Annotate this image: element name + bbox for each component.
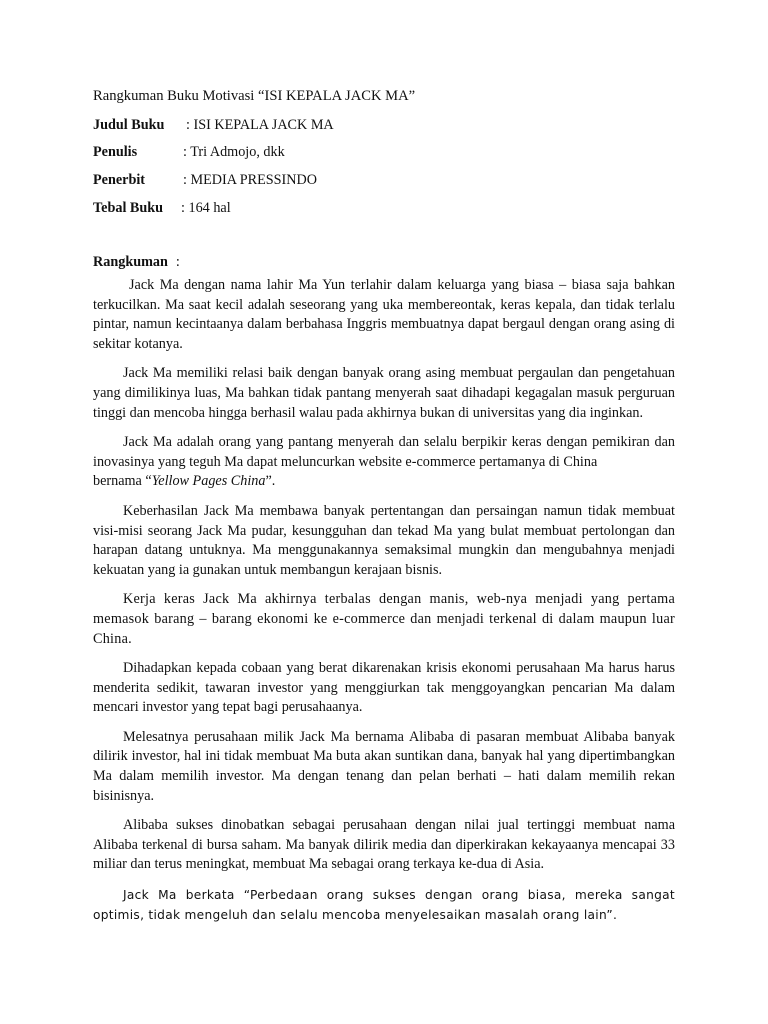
summary-paragraph bbox=[93, 433, 675, 492]
paragraph-ending bbox=[93, 473, 275, 489]
summary-paragraph: Melesatnya perusahaan milik Jack Ma bernama Alibaba di pasaran membuat Alibaba banyak dilirik investor, hal ini tidak membuat Ma buta akan suntikan dana, banyak hal yang dipertimbangkan Ma dalam memilih investor. Ma dengan tenang dan pelan berhati – hati dalam memilih rekan bisinisnya. bbox=[93, 728, 675, 804]
quote-prefix: bernama “ bbox=[93, 473, 152, 490]
summary-paragraph: Keberhasilan Jack Ma membawa banyak pertentangan dan persaingan namun tidak membuat visi-misi seorang Jack Ma pudar, kesungguhan dan tekad Ma yang bulat membuat pertolongan dan harapan datang untuknya. Ma menggunakannya semaksimal mungkin dan mengubahnya menjadi kekuatan yang ia gunakan untuk membangun kerajaan bisnis. bbox=[93, 502, 675, 578]
document-title: Rangkuman Buku Motivasi “ISI KEPALA JACK MA” bbox=[93, 88, 416, 104]
quote-suffix: ”. bbox=[265, 473, 276, 490]
summary-heading bbox=[93, 254, 180, 271]
meta-value: : MEDIA PRESSINDO bbox=[183, 172, 318, 188]
summary-paragraph: Dihadapkan kepada cobaan yang berat dikarenakan krisis ekonomi perusahaan Ma harus harus menderita sedikit, tawaran investor yang menggiurkan tak menggoyangkan pencarian Ma dalam mencari investor yang tepat bagi perusahaanya. bbox=[93, 660, 675, 716]
meta-value: : 164 hal bbox=[181, 200, 231, 216]
meta-value: : Tri Admojo, dkk bbox=[183, 144, 285, 160]
summary-heading-label: Rangkuman bbox=[93, 254, 168, 270]
summary-body bbox=[93, 276, 675, 935]
summary-heading-colon: : bbox=[175, 254, 180, 270]
meta-label: Tebal Buku bbox=[93, 200, 164, 216]
meta-label: Penerbit bbox=[93, 172, 146, 188]
website-name: Yellow Pages China bbox=[151, 473, 266, 490]
paragraph-text: Jack Ma adalah orang yang pantang menyerah dan selalu berpikir keras dengan pemikiran dan inovasinya yang teguh Ma dapat meluncurkan website e-commerce pertamanya di China bbox=[93, 434, 675, 470]
summary-paragraph: Jack Ma memiliki relasi baik dengan banyak orang asing membuat pergaulan dan pengetahuan yang dimilikinya luas, Ma bahkan tidak pantang menyerah saat dihadapi kegagalan masuk perguruan tinggi dan mencoba hingga berhasil walau pada akhirnya bukan di universitas yang dia inginkan. bbox=[93, 365, 675, 421]
summary-paragraph: Kerja keras Jack Ma akhirnya terbalas dengan manis, web-nya menjadi yang pertama memasok barang – barang ekonomi ke e-commerce dan menjadi terkenal di dalam maupun luar China. bbox=[93, 591, 675, 647]
summary-paragraph: Jack Ma dengan nama lahir Ma Yun terlahir dalam keluarga yang biasa – biasa saja bahkan terkucilkan. Ma saat kecil adalah seseorang yang uka membereontak, keras kepala, dan tidak terlalu pintar, namun kecintaanya dalam berbahasa Inggris membuatnya dapat bergaul dengan orang asing di sekitar kotanya. bbox=[93, 277, 675, 352]
summary-paragraph: Jack Ma berkata “Perbedaan orang sukses dengan orang biasa, mereka sangat optimis, tidak mengeluh dan selalu mencoba menyelesaikan masalah orang lain”. bbox=[93, 888, 675, 923]
meta-label: Penulis bbox=[93, 144, 138, 160]
meta-label: Judul Buku bbox=[93, 117, 165, 133]
summary-paragraph: Alibaba sukses dinobatkan sebagai perusahaan dengan nilai jual tertinggi membuat nama Alibaba terkenal di bursa saham. Ma banyak dilirik media dan diperkirakan kekayaanya mencapai 33 miliar dan terus meningkat, membuat Ma sebagai orang terkaya ke-dua di Asia. bbox=[93, 817, 675, 873]
meta-value: : ISI KEPALA JACK MA bbox=[186, 117, 334, 133]
